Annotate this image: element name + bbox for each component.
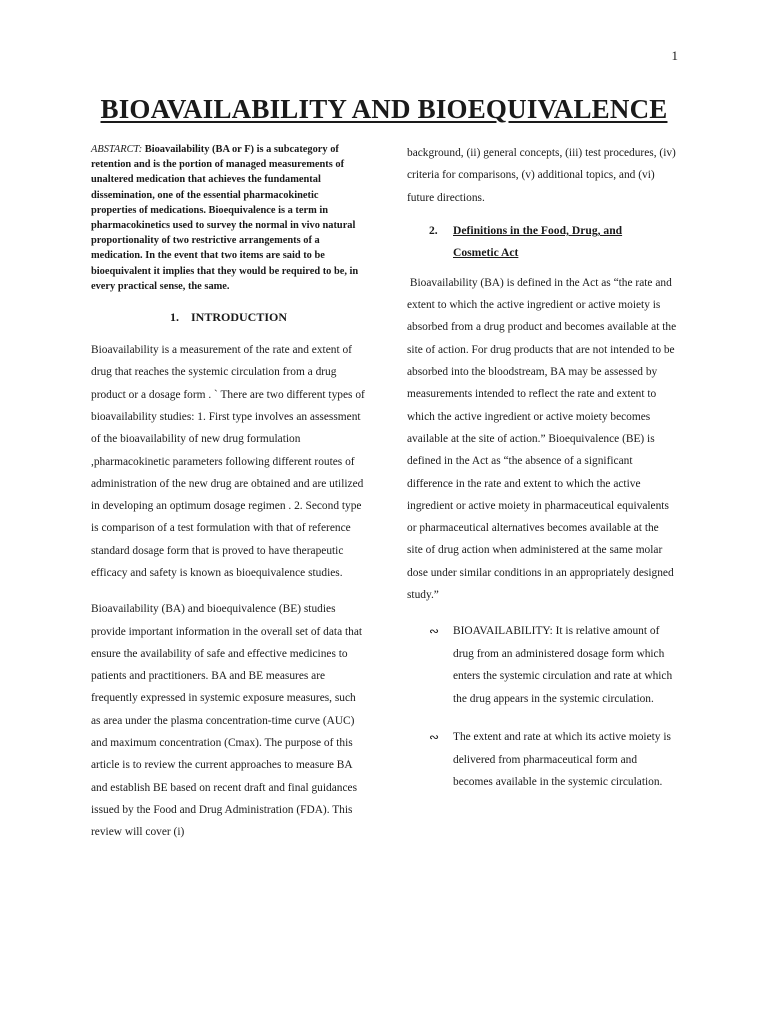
definitions-heading bbox=[429, 220, 677, 264]
introduction-paragraph-1: Bioavailability is a measurement of the rate and extent of drug that reaches the systemic circulation from a drug product or a dosage form . ` There are two different types of bioavailability studies: 1. First type involves an assessment of the bioavailability of new drug formulation ,pharmacokinetic parameters following different routes of administration of the new drug are obtained and are utilized in developing an optimum dosage regimen . 2. Second type is comparison of a test formulation with that of reference standard dosage form that is proved to have therapeutic efficacy and safety is known as bioequivalence studies. bbox=[91, 344, 365, 579]
bullet-symbol-icon: ∾ bbox=[429, 624, 440, 639]
definitions-paragraph: Bioavailability (BA) is defined in the Act as “the rate and extent to which the active ingredient or active moiety is absorbed from a drug product and becomes available at the site of action. For drug products that are not intended to be absorbed into the bloodstream, BA may be assessed by measurements intended to reflect the rate and extent to which the active ingredient or active moiety becomes available at the site of action.” Bioequivalence (BE) is defined in the Act as “the absence of a significant difference in the rate and extent to which the active ingredient or active moiety in pharmaceutical equivalents or pharmaceutical alternatives becomes available at the site of drug action when administered at the same molar dose under similar conditions in an appropriately designed study.” bbox=[407, 276, 680, 602]
paragraph-gap bbox=[91, 584, 366, 598]
page-title: BIOAVAILABILITY AND BIOEQUIVALENCE bbox=[100, 94, 668, 124]
bullet-item bbox=[429, 726, 677, 794]
introduction-heading bbox=[91, 310, 366, 325]
introduction-paragraph-2: Bioavailability (BA) and bioequivalence (BE) studies provide important information in the overall set of data that ensure the availability of safe and effective medicines to patients and practitioners. BA and BE measures are frequently expressed in systemic exposure measures, such as area under the plasma concentration-time curve (AUC) and maximum concentration (Cmax). The purpose of this article is to review the current approaches to measure BA and establish BE based on recent draft and final guidances issued by the Food and Drug Administration (FDA). This review will cover (i) bbox=[91, 603, 363, 839]
section-title: INTRODUCTION bbox=[190, 310, 287, 325]
bullet-text: BIOAVAILABILITY: It is relative amount of drug from an administered dosage form which enters the systemic circulation and rate at which the drug appears in the systemic circulation. bbox=[453, 625, 673, 705]
section-title: Definitions in the Food, Drug, and Cosmetic Act bbox=[453, 223, 623, 259]
abstract bbox=[91, 142, 366, 294]
section-number: 1. bbox=[169, 310, 179, 325]
abstract-text: Bioavailability (BA or F) is a subcategory of retention and is the portion of managed measurements of unaltered medication that achieves the fundamental dissemination, one of the essential pharmacokinetic properties of medications. Bioequivalence is a term in pharmacokinetics used to survey the normal in vivo natural proportionality of two restrictive arrangements of a medication. In the event that two items are said to be bioequivalent it implies that they would be required to be, in every practical sense, the same. bbox=[91, 144, 359, 292]
section-number: 2. bbox=[429, 223, 438, 237]
right-column bbox=[407, 142, 680, 810]
left-column bbox=[91, 142, 366, 844]
bullet-item bbox=[429, 620, 677, 710]
continuation-paragraph: background, (ii) general concepts, (iii) test procedures, (iv) criteria for comparisons, (v) additional topics, and (vi) future directions. bbox=[407, 147, 676, 204]
bullet-text: The extent and rate at which its active moiety is delivered from pharmaceutical form and becomes available in the systemic circulation. bbox=[453, 731, 671, 789]
bullet-symbol-icon: ∾ bbox=[429, 730, 440, 745]
abstract-label: ABSTARCT: bbox=[91, 144, 145, 155]
page-number: 1 bbox=[671, 48, 678, 63]
